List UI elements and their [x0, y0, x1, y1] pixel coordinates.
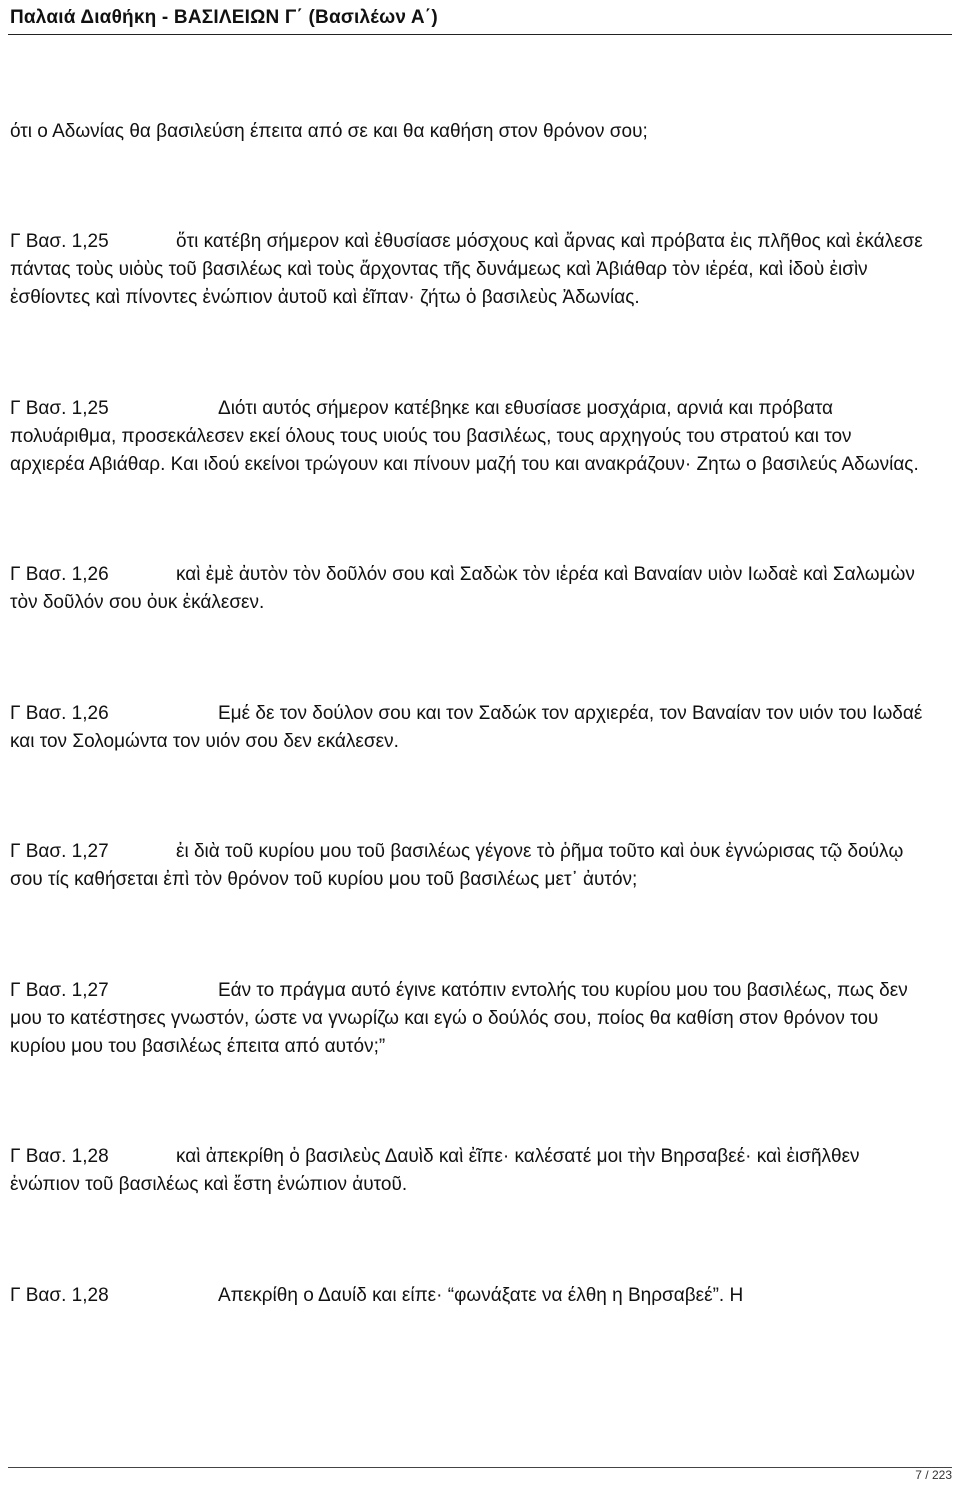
page-number: 7 / 223: [915, 1468, 952, 1482]
verse-text: Εμέ δε τον δούλον σου και τον Σαδώκ τον αρχιερέα, τον Βαναίαν τον υιόν του Ιωδαέ και τον Σολομώντα τον υιόν σου δεν εκάλεσεν.: [10, 703, 923, 752]
header-divider: [8, 34, 952, 35]
verse-text: Απεκρίθη ο Δαυίδ και είπε· “φωνάξατε να έλθη η Βηρσαβεέ”. Η: [218, 1285, 744, 1306]
document-body: [10, 118, 930, 1392]
verse-reference: Γ Βασ. 1,27: [10, 980, 109, 1001]
verse-text: καὶ ἀπεκρίθη ὁ βασιλεὺς Δαυὶδ καὶ ἐῖπε· καλέσατέ μοι τὴν Βηρσαβεέ· καὶ ἐισῆλθεν ἐνώπιον τοῦ βασιλέως καὶ ἔστη ἐνώπιον ἀυτοῦ.: [10, 1146, 860, 1195]
verse-text: ὅτι κατέβη σήμερον καὶ ἐθυσίασε μόσχους καὶ ἄρνας καὶ πρόβατα ἐις πλῆθος καὶ ἐκάλεσε πάντας τοὺς υιὁὺς τοῦ βασιλέως καὶ τοὺς ἄρχοντας τῆς δυνάμεως καὶ Ἀβιάθαρ τὸν ιἑρέα, καὶ ἰδοὺ ἐισὶν ἐσθίοντες καὶ πίνοντες ἐνώπιον ἀυτοῦ καὶ ἐῖπαν· ζήτω ὁ βασιλεὺς Ἀδωνίας.: [10, 231, 923, 308]
verse-reference: Γ Βασ. 1,25: [10, 231, 109, 252]
footer-divider: [8, 1467, 952, 1468]
verse-paragraph-greek: [10, 228, 930, 312]
verse-paragraph-modern: [10, 977, 930, 1061]
page-header: [0, 0, 960, 40]
verse-paragraph-greek: [10, 1143, 930, 1199]
verse-reference: Γ Βασ. 1,25: [10, 398, 109, 419]
verse-text: ἐι διὰ τοῦ κυρίου μου τοῦ βασιλέως γέγονε τὸ ῥῆμα τοῦτο καὶ ὀυκ ἐγνώρισας τῷ δούλῳ σου τίς καθήσεται ἐπὶ τὸν θρόνον τοῦ κυρίου μου τοῦ βασιλέως μετ᾿ ἀυτόν;: [10, 841, 904, 890]
verse-paragraph-modern: [10, 1282, 930, 1310]
verse-reference: Γ Βασ. 1,27: [10, 841, 109, 862]
verse-text: καὶ ἐμὲ ἀυτὸν τὸν δοῦλόν σου καὶ Σαδὼκ τὸν ιἑρέα καὶ Βαναίαν υιὸν Ιωδαὲ καὶ Σαλωμὼν τὸν δοῦλόν σου ὀυκ ἐκάλεσεν.: [10, 564, 915, 613]
verse-text: Εάν το πράγμα αυτό έγινε κατόπιν εντολής του κυρίου μου του βασιλέως, πως δεν μου το κατέστησες γνωστόν, ώστε να γνωρίζω και εγώ ο δούλός σου, ποίος θα καθίση στον θρόνον του κυρίου μου του βασιλέως έπειτα από αυτόν;”: [10, 980, 908, 1057]
verse-reference: Γ Βασ. 1,26: [10, 703, 109, 724]
verse-paragraph-modern: [10, 700, 930, 756]
verse-reference: Γ Βασ. 1,26: [10, 564, 109, 585]
document-title: Παλαιά Διαθήκη - ΒΑΣΙΛΕΙΩΝ Γ΄ (Βασιλέων Α΄): [10, 7, 438, 28]
intro-paragraph: ότι ο Αδωνίας θα βασιλεύση έπειτα από σε και θα καθήση στον θρόνον σου;: [10, 121, 648, 142]
verse-paragraph-greek: [10, 838, 930, 894]
verse-paragraph-greek: [10, 561, 930, 617]
verse-reference: Γ Βασ. 1,28: [10, 1146, 109, 1167]
verse-text: Διότι αυτός σήμερον κατέβηκε και εθυσίασε μοσχάρια, αρνιά και πρόβατα πολυάριθμα, προσεκάλεσεν εκεί όλους τους υιούς του βασιλέως, τους αρχηγούς του στρατού και τον αρχιερέα Αβιάθαρ. Και ιδού εκείνοι τρώγουν και πίνουν μαζή του και ανακράζουν· Ζητω ο βασιλεύς Αδωνίας.: [10, 398, 919, 475]
verse-reference: Γ Βασ. 1,28: [10, 1285, 109, 1306]
verse-paragraph-modern: [10, 395, 930, 479]
